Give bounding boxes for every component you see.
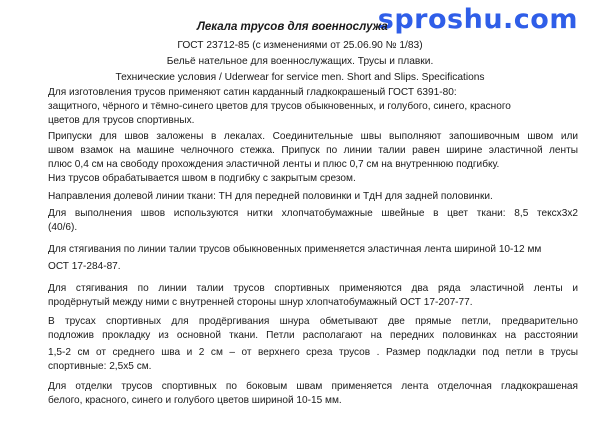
text-line: Низ трусов обрабатывается швом в подгибку с закрытым срезом. bbox=[48, 173, 356, 184]
text-line: цветов для трусов спортивных. bbox=[48, 115, 195, 126]
text-line: спортивные: 2,5х5 см. bbox=[48, 361, 152, 372]
gost-line: ГОСТ 23712-85 (с изменениями от 25.06.90 № 1/83) bbox=[177, 40, 423, 51]
text-line: Направления долевой линии ткани: ТН для передней половинки и ТдН для задней половинки. bbox=[48, 191, 493, 202]
text-line: Для стягивания по линии талии трусов спортивных применяются два ряда эластичной ленты и bbox=[48, 283, 578, 294]
text-line: 1,5-2 см от среднего шва и 2 см – от верхнего среза трусов . Размер подкладки под петли в трусы bbox=[48, 347, 578, 358]
watermark-logo: sproshu.com bbox=[377, 4, 578, 35]
text-line: белого, красного, синего и голубого цветов шириной 10-15 мм. bbox=[48, 395, 342, 406]
text-line: Припуски для швов заложены в лекалах. Соединительные швы выполняют запошивочным швом или bbox=[48, 131, 578, 142]
text-line: плюс 0,4 см на свободу прохождения эластичной ленты и плюс 0,7 см на внутреннюю подгибку. bbox=[48, 159, 500, 170]
text-line: подложив прокладку из основной ткани. Петли располагают на передних половинках на расстоянии bbox=[48, 330, 578, 341]
text-line: продёрнутый между ними с внутренней стороны шнур хлопчатобумажный ОСТ 17-207-77. bbox=[48, 297, 473, 308]
page-title: Лекала трусов для военнослужа bbox=[197, 21, 388, 33]
text-line: ОСТ 17-284-87. bbox=[48, 261, 121, 272]
text-line: Для отделки трусов спортивных по боковым швам применяется лента отделочная гладкокрашеная bbox=[48, 381, 578, 392]
text-line: Для изготовления трусов применяют сатин карданный гладкокрашеный ГОСТ 6391-80: bbox=[48, 87, 457, 98]
text-line: В трусах спортивных для продёргивания шнура обметывают две прямые петли, предварительно bbox=[48, 316, 578, 327]
text-line: Для стягивания по линии талии трусов обыкновенных применяется эластичная лента шириной 10-12 мм bbox=[48, 244, 542, 255]
spec-line: Технические условия / Uderwear for service men. Short and Slips. Specifications bbox=[115, 72, 485, 83]
text-line: швом взамок на машине челночного стежка. Припуск по линии талии равен ширине эластичной ленты bbox=[48, 145, 578, 156]
subtitle-line: Бельё нательное для военнослужащих. Трусы и плавки. bbox=[166, 56, 434, 67]
text-line: Для выполнения швов используются нитки хлопчатобумажные швейные в цвет ткани: 8,5 тексх3х2 bbox=[48, 208, 578, 219]
document-body bbox=[48, 86, 578, 408]
text-line: (40/6). bbox=[48, 222, 78, 233]
text-line: защитного, чёрного и тёмно-синего цветов для трусов обыкновенных, и голубого, синего, красного bbox=[48, 101, 511, 112]
